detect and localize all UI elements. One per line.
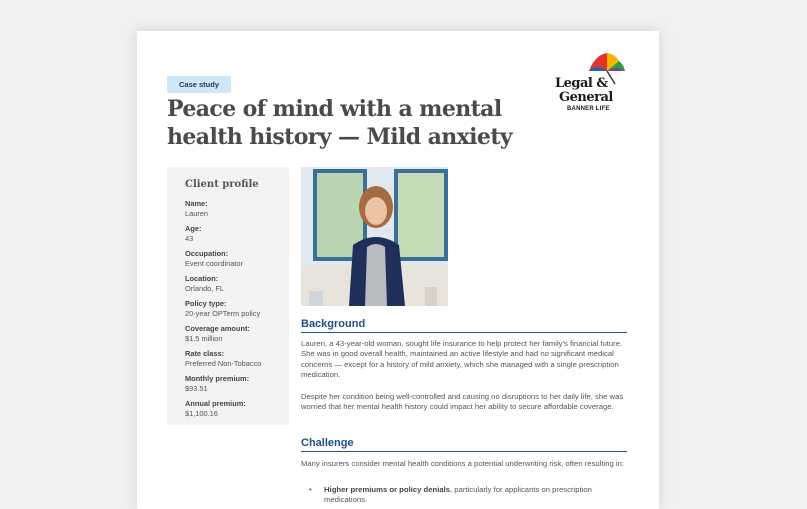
logo-text-line2: General bbox=[559, 90, 613, 105]
profile-field-annual-premium bbox=[185, 399, 289, 419]
client-profile-heading: Client profile bbox=[185, 179, 259, 190]
challenge-intro: Many insurers consider mental health conditions a potential underwriting risk, often resulting in: bbox=[301, 459, 625, 468]
field-label: Monthly premium: bbox=[185, 374, 250, 383]
case-study-badge: Case study bbox=[167, 76, 231, 93]
client-photo bbox=[301, 167, 448, 306]
profile-field-coverage-amount bbox=[185, 324, 289, 344]
field-label: Rate class: bbox=[185, 349, 225, 358]
field-label: Name: bbox=[185, 199, 208, 208]
page-title: Peace of mind with a mental health history — Mild anxiety bbox=[167, 96, 513, 150]
profile-field-rate-class bbox=[185, 349, 289, 369]
profile-field-monthly-premium bbox=[185, 374, 289, 394]
case-study-page bbox=[137, 31, 659, 509]
field-value: $1,100.16 bbox=[185, 409, 218, 418]
bullet-text bbox=[324, 485, 629, 506]
legal-general-logo bbox=[555, 51, 629, 115]
field-label: Annual premium: bbox=[185, 399, 246, 408]
field-label: Policy type: bbox=[185, 299, 227, 308]
background-paragraph-1: Lauren, a 43-year-old woman, sought life insurance to help protect her family's financial future. She was in good overall health, maintained an active lifestyle and had no significant medical concerns — except for a history of mild anxiety, which she managed with a single prescription medication. bbox=[301, 339, 623, 380]
bullet-rest-text: , particularly for applicants on prescription medications. bbox=[324, 485, 592, 505]
field-value: Preferred Non-Tobacco bbox=[185, 359, 262, 368]
background-heading: Background bbox=[301, 318, 627, 333]
field-label: Occupation: bbox=[185, 249, 229, 258]
field-value: 20-year OPTerm policy bbox=[185, 309, 261, 318]
field-value: $93.51 bbox=[185, 384, 208, 393]
profile-field-location bbox=[185, 274, 289, 294]
field-label: Location: bbox=[185, 274, 219, 283]
logo-subtitle: BANNER LIFE bbox=[567, 106, 610, 112]
profile-field-policy-type bbox=[185, 299, 289, 319]
field-label: Age: bbox=[185, 224, 202, 233]
field-label: Coverage amount: bbox=[185, 324, 250, 333]
field-value: $1.5 million bbox=[185, 334, 223, 343]
field-value: Lauren bbox=[185, 209, 209, 218]
challenge-bullet bbox=[309, 485, 629, 506]
bullet-dot-icon: • bbox=[309, 485, 312, 494]
field-value: Orlando, FL bbox=[185, 284, 225, 293]
challenge-heading: Challenge bbox=[301, 437, 627, 452]
client-photo-illustration bbox=[301, 167, 448, 306]
bullet-strong-text: Higher premiums or policy denials bbox=[324, 485, 451, 494]
profile-field-age bbox=[185, 224, 289, 244]
profile-field-occupation bbox=[185, 249, 289, 269]
logo-text-line1: Legal & bbox=[555, 76, 608, 91]
background-paragraph-2: Despite her condition being well-controlled and causing no disruptions to her daily life, she was worried that her mental health history could impact her ability to secure affordable coverage. bbox=[301, 392, 624, 412]
client-profile-panel bbox=[167, 167, 289, 425]
field-value: Event coordinator bbox=[185, 259, 243, 268]
field-value: 43 bbox=[185, 234, 194, 243]
profile-field-name bbox=[185, 199, 289, 219]
